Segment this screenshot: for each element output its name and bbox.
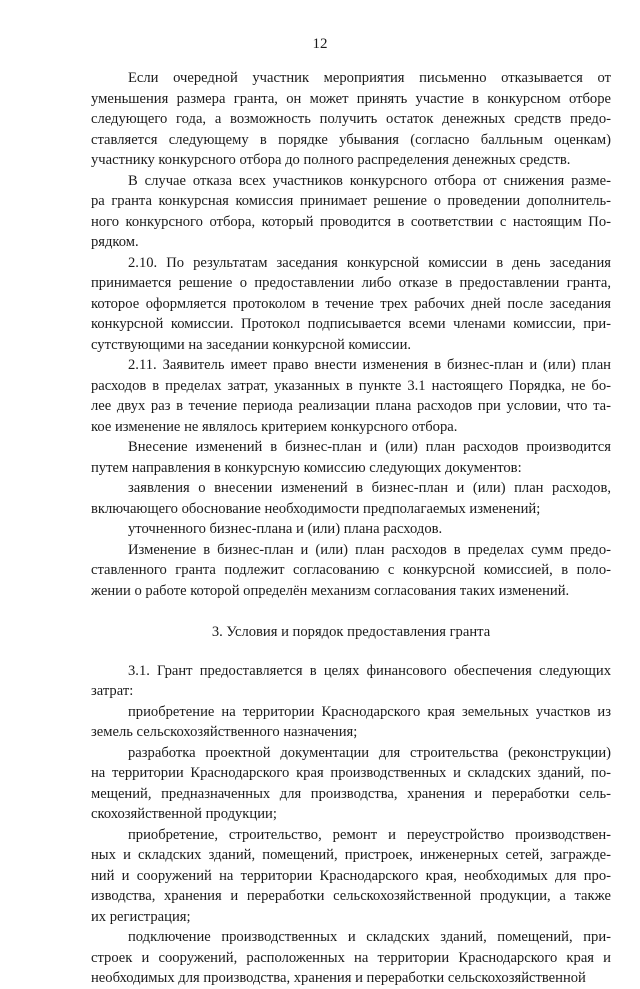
text-line: затрат: bbox=[91, 683, 134, 699]
paragraph bbox=[91, 171, 611, 253]
text-line: ного конкурсного отбора, который проводится в соответствии с настоящим По- bbox=[91, 213, 611, 230]
section-heading: 3. Условия и порядок предоставления гранта bbox=[211, 624, 491, 640]
page-number: 12 bbox=[312, 36, 328, 52]
paragraph bbox=[91, 519, 611, 540]
text-line: уточненного бизнес-плана и (или) плана расходов. bbox=[128, 521, 443, 537]
text-line: подключение производственных и складских зданий, помещений, при- bbox=[128, 929, 611, 945]
paragraph bbox=[91, 437, 611, 478]
paragraph bbox=[91, 743, 611, 825]
text-line: ра гранта конкурсная комиссия принимает решение о проведении дополнитель- bbox=[91, 193, 611, 209]
text-line: ний и сооружений на территории Краснодарского края, необходимых для про- bbox=[91, 867, 611, 884]
text-line: ставленного гранта подлежит согласованию с конкурсной комиссией, в поло- bbox=[91, 562, 611, 578]
text-line: ных и складских зданий, помещений, пристроек, инженерных сетей, загражде- bbox=[91, 847, 611, 863]
text-line: рядком. bbox=[91, 234, 139, 250]
text-line: следующего года, а возможность получить остаток денежных средств предо- bbox=[91, 111, 611, 127]
text-line: земель сельскохозяйственного назначения; bbox=[91, 724, 358, 740]
paragraph bbox=[91, 702, 611, 743]
text-line: заявления о внесении изменений в бизнес-план и (или) план расходов, bbox=[128, 480, 611, 496]
paragraph bbox=[91, 540, 611, 602]
text-line: приобретение, строительство, ремонт и переустройство производствен- bbox=[128, 826, 611, 843]
text-line: В случае отказа всех участников конкурсного отбора от снижения разме- bbox=[128, 172, 611, 189]
text-line: 2.10. По результатам заседания конкурсной комиссии в день заседания bbox=[128, 254, 611, 271]
paragraph bbox=[91, 478, 611, 519]
text-line: приобретение на территории Краснодарского края земельных участков из bbox=[128, 703, 611, 720]
text-line: участнику конкурсного отбора до полного распределения денежных средств. bbox=[91, 152, 571, 168]
text-line: скохозяйственной продукции; bbox=[91, 806, 277, 822]
text-line: Изменение в бизнес-план и (или) план расходов в пределах сумм предо- bbox=[128, 541, 611, 558]
text-line: Внесение изменений в бизнес-план и (или) план расходов производится bbox=[128, 439, 611, 455]
text-line: 3.1. Грант предоставляется в целях финансового обеспечения следующих bbox=[128, 662, 611, 679]
text-line: разработка проектной документации для строительства (реконструкции) bbox=[128, 744, 611, 761]
text-line: Если очередной участник мероприятия письменно отказывается от bbox=[128, 70, 611, 86]
paragraph bbox=[91, 253, 611, 356]
text-line: кое изменение не являлось критерием конкурсного отбора. bbox=[91, 418, 458, 435]
text-line: 2.11. Заявитель имеет право внести изменения в бизнес-план и (или) план bbox=[128, 357, 611, 373]
text-line: конкурсной комиссии. Протокол подписывается всеми членами комиссии, при- bbox=[91, 316, 611, 332]
text-line: необходимых для производства, хранения и переработки сельскохозяйственной bbox=[91, 970, 586, 986]
paragraph bbox=[91, 661, 611, 702]
text-line: ставляется следующему в порядке убывания (согласно балльным оценкам) bbox=[91, 131, 611, 148]
text-line: которое оформляется протоколом в течение трех рабочих дней после заседания bbox=[91, 295, 611, 312]
text-line: расходов в пределах затрат, указанных в пункте 3.1 настоящего Порядка, не бо- bbox=[91, 377, 611, 394]
paragraph bbox=[91, 355, 611, 437]
text-line: путем направления в конкурсную комиссию следующих документов: bbox=[91, 459, 522, 476]
paragraph bbox=[91, 825, 611, 928]
text-line: мещений, предназначенных для производства, хранения и переработки сель- bbox=[91, 785, 611, 802]
text-line: включающего обоснование необходимости предполагаемых изменений; bbox=[91, 500, 541, 517]
text-line: принимается решение о предоставлении либо отказе в предоставлении гранта, bbox=[91, 275, 611, 291]
text-line: лее двух раз в течение периода реализации плана расходов при условии, что та- bbox=[91, 398, 611, 414]
paragraph bbox=[91, 68, 611, 171]
text-line: жении о работе которой определён механизм согласования таких изменений. bbox=[91, 582, 570, 599]
paragraph bbox=[91, 927, 611, 989]
text-line: строек и сооружений, расположенных на территории Краснодарского края и bbox=[91, 949, 611, 966]
text-line: сутствующими на заседании конкурсной комиссии. bbox=[91, 336, 412, 353]
text-line: на территории Краснодарского края производственных и складских зданий, по- bbox=[91, 765, 611, 781]
document-body bbox=[91, 68, 611, 989]
text-line: изводства, хранения и переработки сельскохозяйственной продукции, а также bbox=[91, 888, 611, 904]
text-line: уменьшения размера гранта, он может принять участие в конкурсном отборе bbox=[91, 90, 611, 107]
text-line: их регистрация; bbox=[91, 908, 191, 925]
